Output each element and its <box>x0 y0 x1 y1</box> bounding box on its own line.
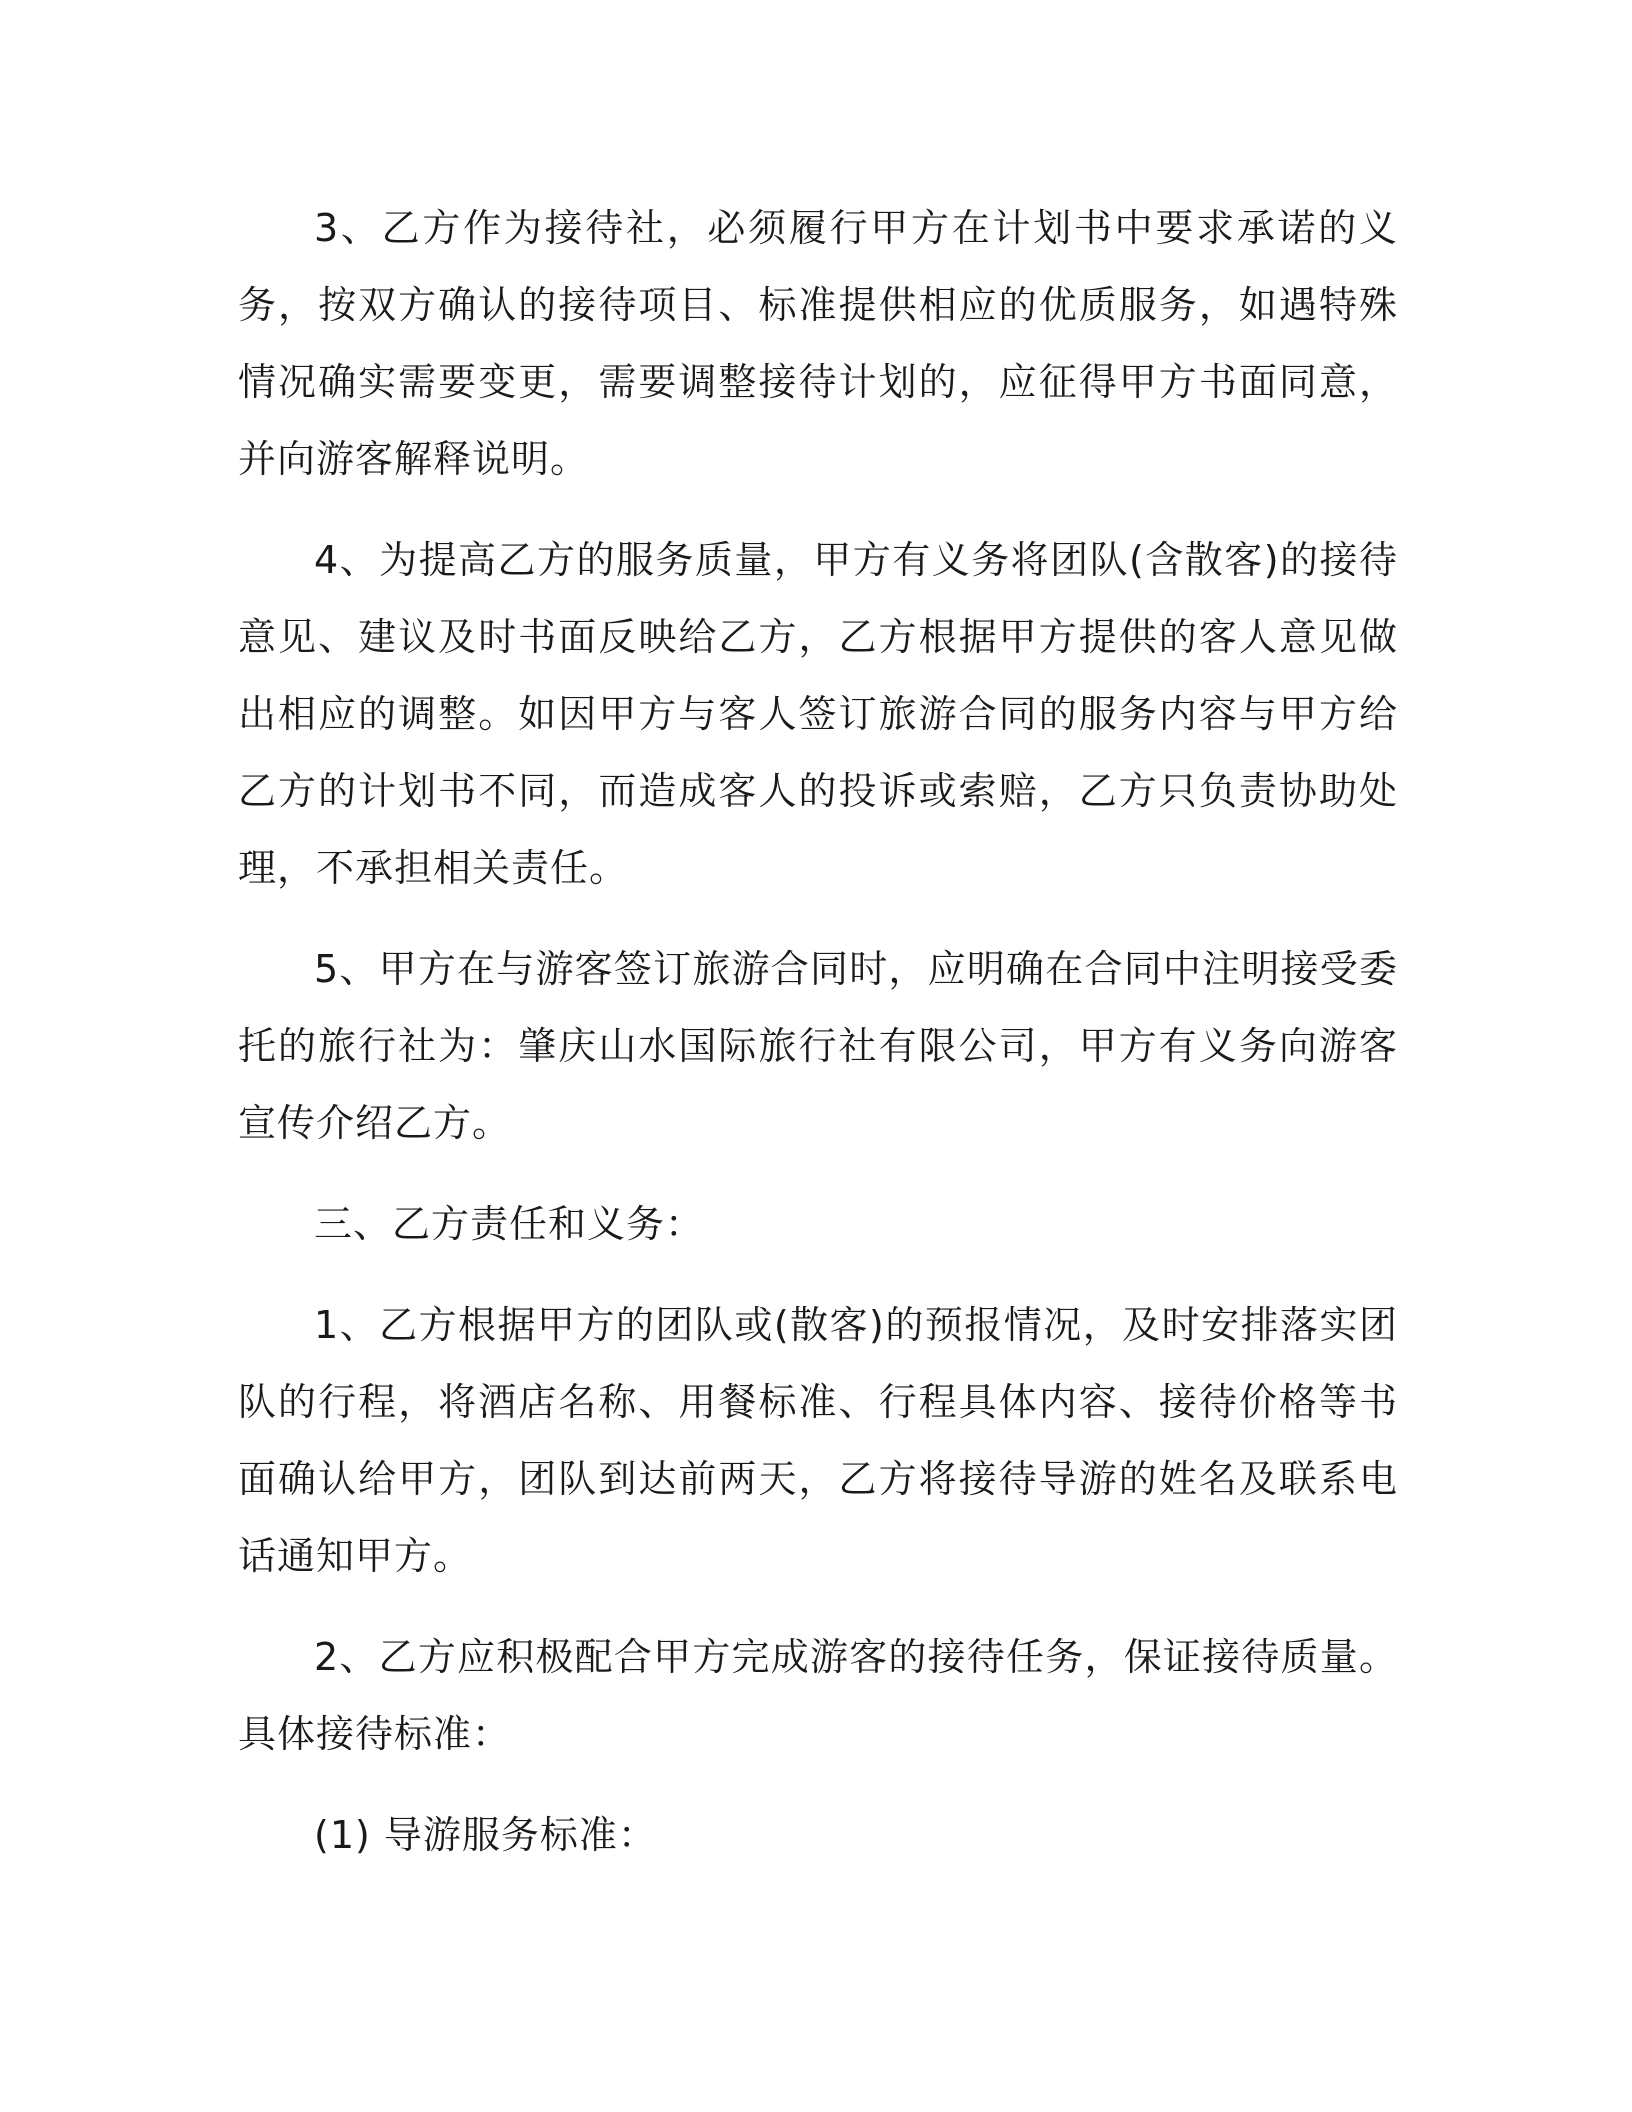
paragraph-guide-service-standard: (1) 导游服务标准： <box>314 1813 657 1857</box>
document-page <box>238 190 1398 1898</box>
paragraph-clause-3: 3、乙方作为接待社，必须履行甲方在计划书中要求承诺的义务，按双方确认的接待项目、标准提供相应的优质服务，如遇特殊情况确实需要变更，需要调整接待计划的，应征得甲方书面同意，并向游客解释说明。 <box>238 206 1398 481</box>
paragraph-party-b-clause-2: 2、乙方应积极配合甲方完成游客的接待任务，保证接待质量。具体接待标准： <box>238 1635 1398 1756</box>
paragraph-clause-4: 4、为提高乙方的服务质量，甲方有义务将团队(含散客)的接待意见、建议及时书面反映给乙方，乙方根据甲方提供的客人意见做出相应的调整。如因甲方与客人签订旅游合同的服务内容与甲方给乙方的计划书不同，而造成客人的投诉或索赔，乙方只负责协助处理，不承担相关责任。 <box>238 538 1398 890</box>
section-heading-party-b-duties: 三、乙方责任和义务： <box>314 1202 705 1246</box>
paragraph-clause-5: 5、甲方在与游客签订旅游合同时，应明确在合同中注明接受委托的旅行社为：肇庆山水国际旅行社有限公司，甲方有义务向游客宣传介绍乙方。 <box>238 947 1398 1145</box>
paragraph-party-b-clause-1: 1、乙方根据甲方的团队或(散客)的预报情况，及时安排落实团队的行程，将酒店名称、用餐标准、行程具体内容、接待价格等书面确认给甲方，团队到达前两天，乙方将接待导游的姓名及联系电话通知甲方。 <box>238 1303 1398 1578</box>
